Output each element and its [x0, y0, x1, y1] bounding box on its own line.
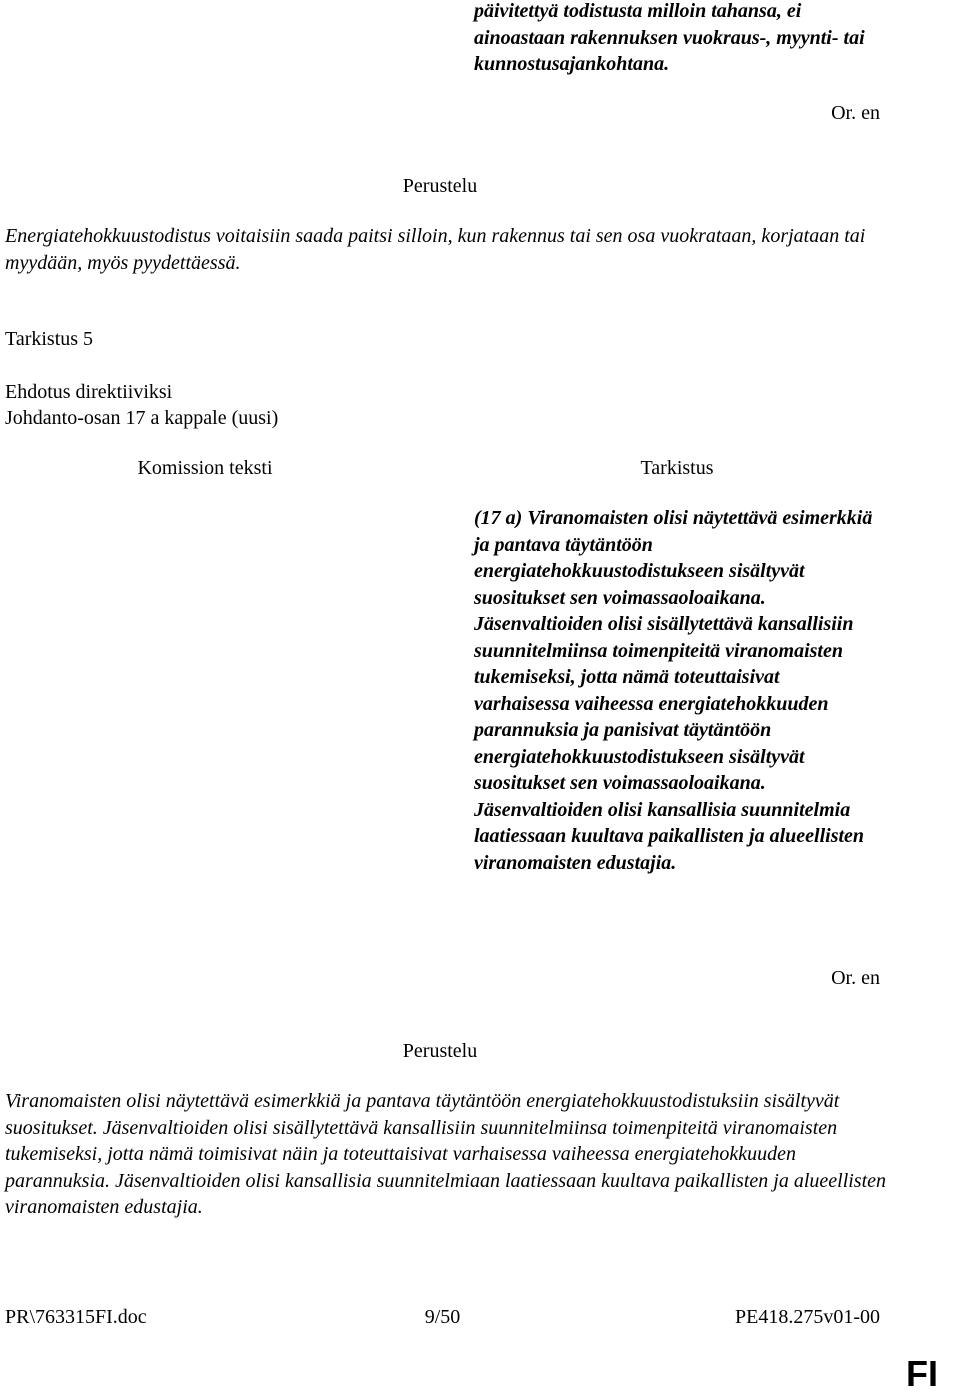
original-language-note: Or. en — [831, 967, 880, 989]
proposal-location: Johdanto-osan 17 a kappale (uusi) — [5, 407, 279, 429]
amendment-text: (17 a) Viranomaisten olisi näytettävä esimerkkiä ja pantava täytäntöön energiatehokkuustodistukseen sisältyvät suositukset sen voimassaoloaikana. Jäsenvaltioiden olisi sisällytettävä kansallisiin suunnitelmiinsa toimenpiteitä viranomaisten tukemiseksi, jotta nämä toteuttaisivat varhaisessa vaiheessa energiatehokkuuden parannuksia ja panisivat täytäntöön energiatehokkuustodistukseen sisältyvät suositukset sen voimassaoloaikana. Jäsenvaltioiden olisi kansallisia suunnitelmia laatiessaan kuultava paikallisten ja alueellisten viranomaisten edustajia. — [474, 507, 873, 874]
language-mark: FI — [906, 1353, 938, 1394]
justification-text: Viranomaisten olisi näytettävä esimerkkiä ja pantava täytäntöön energiatehokkuustodistuksiin sisältyvät suositukset. Jäsenvaltioiden olisi sisällytettävä kansallisiin suunnitelmiinsa toimenpiteitä viranomaisten tukemiseksi, jotta nämä toimisivat näin ja toteuttaisivat varhaisessa vaiheessa energiatehokkuuden parannuksia. Jäsenvaltioiden olisi kansallisia suunnitelmiaan laatiessaan kuultava paikallisten ja alueellisten viranomaisten edustajia. — [5, 1090, 887, 1218]
amendment-column-header: Tarkistus — [640, 457, 714, 479]
amendment-number: Tarkistus 5 — [5, 328, 94, 350]
justification-heading: Perustelu — [402, 1040, 478, 1062]
footer-pe-reference: PE418.275v01-00 — [735, 1306, 880, 1328]
amendment-text-continuation: päivitettyä todistusta milloin tahansa, ei ainoastaan rakennuksen vuokraus-, myynti- tai kunnostusajankohtana. — [474, 0, 865, 75]
proposal-title: Ehdotus direktiiviksi — [5, 381, 173, 403]
footer-page-number: 9/50 — [424, 1306, 461, 1328]
justification-heading: Perustelu — [402, 175, 478, 197]
justification-text: Energiatehokkuustodistus voitaisiin saada paitsi silloin, kun rakennus tai sen osa vuokrataan, korjataan tai myydään, myös pyydettäessä. — [5, 225, 866, 274]
commission-text-column-header: Komission teksti — [137, 457, 273, 479]
footer-document-reference: PR\763315FI.doc — [5, 1306, 147, 1328]
original-language-note: Or. en — [831, 102, 880, 124]
